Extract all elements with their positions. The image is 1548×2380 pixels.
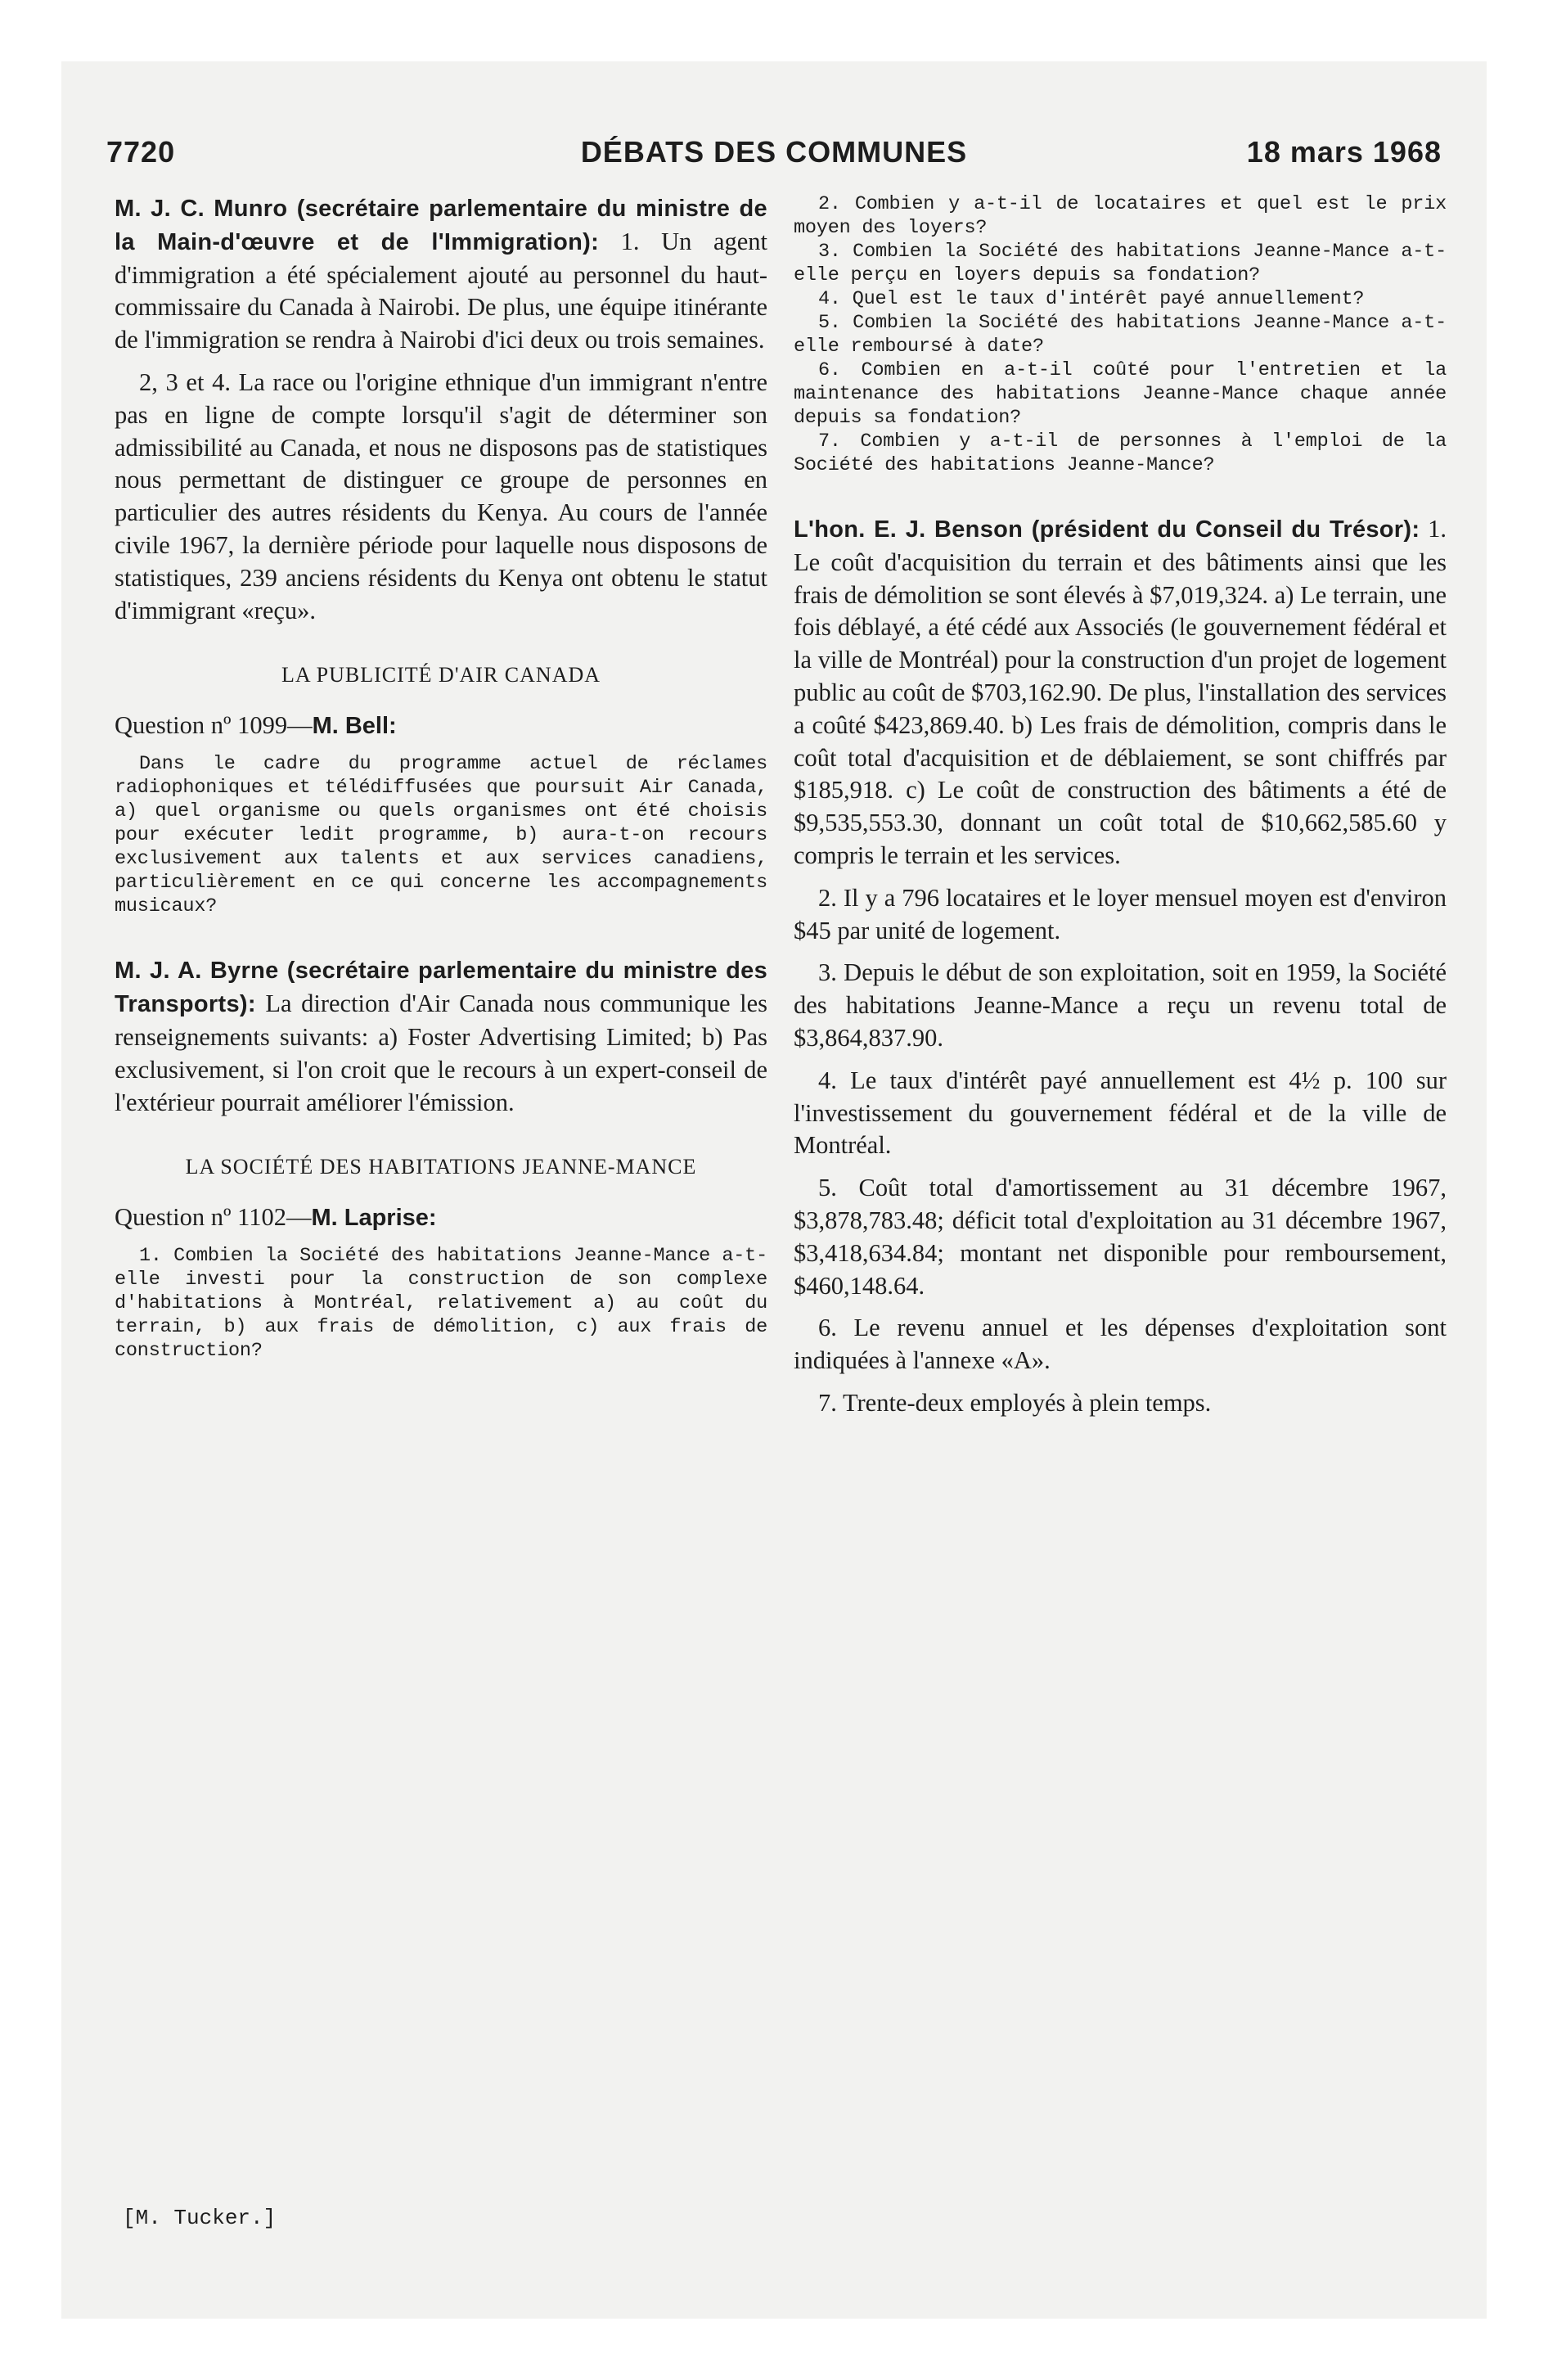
question-1102-label: Question nº 1102— <box>115 1203 312 1232</box>
benson-answer-paragraph <box>794 513 1447 872</box>
question-1099-speaker: M. Bell: <box>312 713 397 740</box>
footer-speaker-note: [M. Tucker.] <box>123 2206 277 2230</box>
answer-item-5: 5. Coût total d'amortissement au 31 décembre 1967, $3,878,783.48; déficit total d'exploitation au 31 décembre 1967, $3,418,634.84; montant net disponible pour remboursement, $460,148.64. <box>794 1174 1447 1300</box>
question-1102-item-5: 5. Combien la Société des habitations Jeanne-Mance a-t-elle remboursé à date? <box>794 312 1447 358</box>
right-column <box>794 192 1447 1420</box>
question-1099-title <box>115 709 767 742</box>
byrne-answer-text: La direction d'Air Canada nous communique les renseignements suivants: a) Foster Advertising Limited; b) Pas exclusivement, si l'on croit que le recours à un expert-conseil de l'extérieur pourrait améliorer l'émission. <box>115 989 767 1116</box>
benson-answer-text: 1. Le coût d'acquisition du terrain et des bâtiments ainsi que les frais de démolition se sont élevés à $7,019,324. a) Le terrain, une fois déblayé, a été cédé aux Associés (le gouvernement fédéral et la ville de Montréal) pour la construction d'un projet de logement public au coût de $703,162.90. De plus, l'installation des services a coûté $423,869.40. b) Les frais de démolition, compris dans le coût total d'acquisition et de déblaiement, se sont chiffrés par $185,918. c) Le coût de construction des bâtiments a été de $9,535,553.30, donnant un coût total de $10,662,585.60 y compris le terrain et les services. <box>794 515 1447 869</box>
question-1102-item-3: 3. Combien la Société des habitations Jeanne-Mance a-t-elle perçu en loyers depuis sa fondation? <box>794 241 1447 286</box>
question-1099-text: Dans le cadre du programme actuel de réclames radiophoniques et télédiffusées que poursuit Air Canada, a) quel organisme ou quels organismes ont été choisis pour exécuter ledit programme, b) aura-t-on recours exclusivement aux talents et aux services canadiens, particulièrement en ce qui concerne les accompagnements musicaux? <box>115 753 767 918</box>
answer-item-7: 7. Trente-deux employés à plein temps. <box>818 1388 1212 1417</box>
munro-answer-paragraph-2: 2, 3 et 4. La race ou l'origine ethnique d'un immigrant n'entre pas en ligne de compte lorsqu'il s'agit de déterminer son admissibilité au Canada, et nous ne disposons pas de statistiques nous permettant de distinguer ce groupe de personnes en particulier des autres résidents du Kenya. Au cours de l'année civile 1967, la dernière période pour laquelle nous disposons de statistiques, 239 anciens résidents du Kenya ont obtenu le statut d'immigrant «reçu». <box>115 367 767 624</box>
byrne-answer-paragraph <box>115 954 767 1119</box>
page-header <box>106 135 1442 184</box>
question-1102-item-7: 7. Combien y a-t-il de personnes à l'emploi de la Société des habitations Jeanne-Mance? <box>794 430 1447 476</box>
munro-answer-text: 1. Un agent d'immigration a été spécialement ajouté au personnel du haut-commissaire du Canada à Nairobi. De plus, une équipe itinérante de l'immigration se rendra à Nairobi d'ici deux ou trois semaines. <box>115 227 768 354</box>
left-column <box>115 192 767 1363</box>
answer-item-3: 3. Depuis le début de son exploitation, soit en 1959, la Société des habitations Jeanne-Mance a reçu un revenu total de $3,864,837.90. <box>794 958 1447 1052</box>
section-heading-air-canada: LA PUBLICITÉ D'AIR CANADA <box>281 663 601 687</box>
question-1102-title <box>115 1201 767 1234</box>
publication-title: DÉBATS DES COMMUNES <box>580 135 968 169</box>
answer-item-4: 4. Le taux d'intérêt payé annuellement est 4½ p. 100 sur l'investissement du gouvernement fédéral et de la ville de Montréal. <box>794 1066 1447 1160</box>
answer-item-6: 6. Le revenu annuel et les dépenses d'exploitation sont indiquées à l'annexe «A». <box>794 1314 1447 1375</box>
speaker-munro: M. J. C. Munro (secrétaire parlementaire du ministre de la Main-d'œuvre et de l'Immigration): <box>115 196 767 255</box>
question-1102-item-4: 4. Quel est le taux d'intérêt payé annuellement? <box>818 288 1365 310</box>
question-1102-speaker: M. Laprise: <box>311 1205 437 1232</box>
speaker-benson: L'hon. E. J. Benson (président du Conseil du Trésor): <box>794 516 1420 543</box>
section-heading-jeanne-mance: LA SOCIÉTÉ DES HABITATIONS JEANNE-MANCE <box>185 1155 697 1179</box>
document-page <box>61 61 1487 2319</box>
question-1102-item-1: 1. Combien la Société des habitations Jeanne-Mance a-t-elle investi pour la construction de son complexe d'habitations à Montréal, relativement a) au coût du terrain, b) aux frais de démolition, c) aux frais de construction? <box>115 1245 767 1363</box>
question-1102-item-6: 6. Combien en a-t-il coûté pour l'entretien et la maintenance des habitations Jeanne-Mance chaque année depuis sa fondation? <box>794 359 1447 429</box>
question-1102-item-2: 2. Combien y a-t-il de locataires et quel est le prix moyen des loyers? <box>794 193 1447 239</box>
page-date: 18 mars 1968 <box>1246 135 1442 169</box>
question-1099-label: Question nº 1099— <box>115 711 313 740</box>
munro-answer-paragraph <box>115 192 767 357</box>
answer-item-2: 2. Il y a 796 locataires et le loyer mensuel moyen est d'environ $45 par unité de logement. <box>794 883 1447 944</box>
page-number: 7720 <box>106 135 176 169</box>
speaker-byrne: M. J. A. Byrne (secrétaire parlementaire du ministre des Transports): <box>115 958 767 1018</box>
